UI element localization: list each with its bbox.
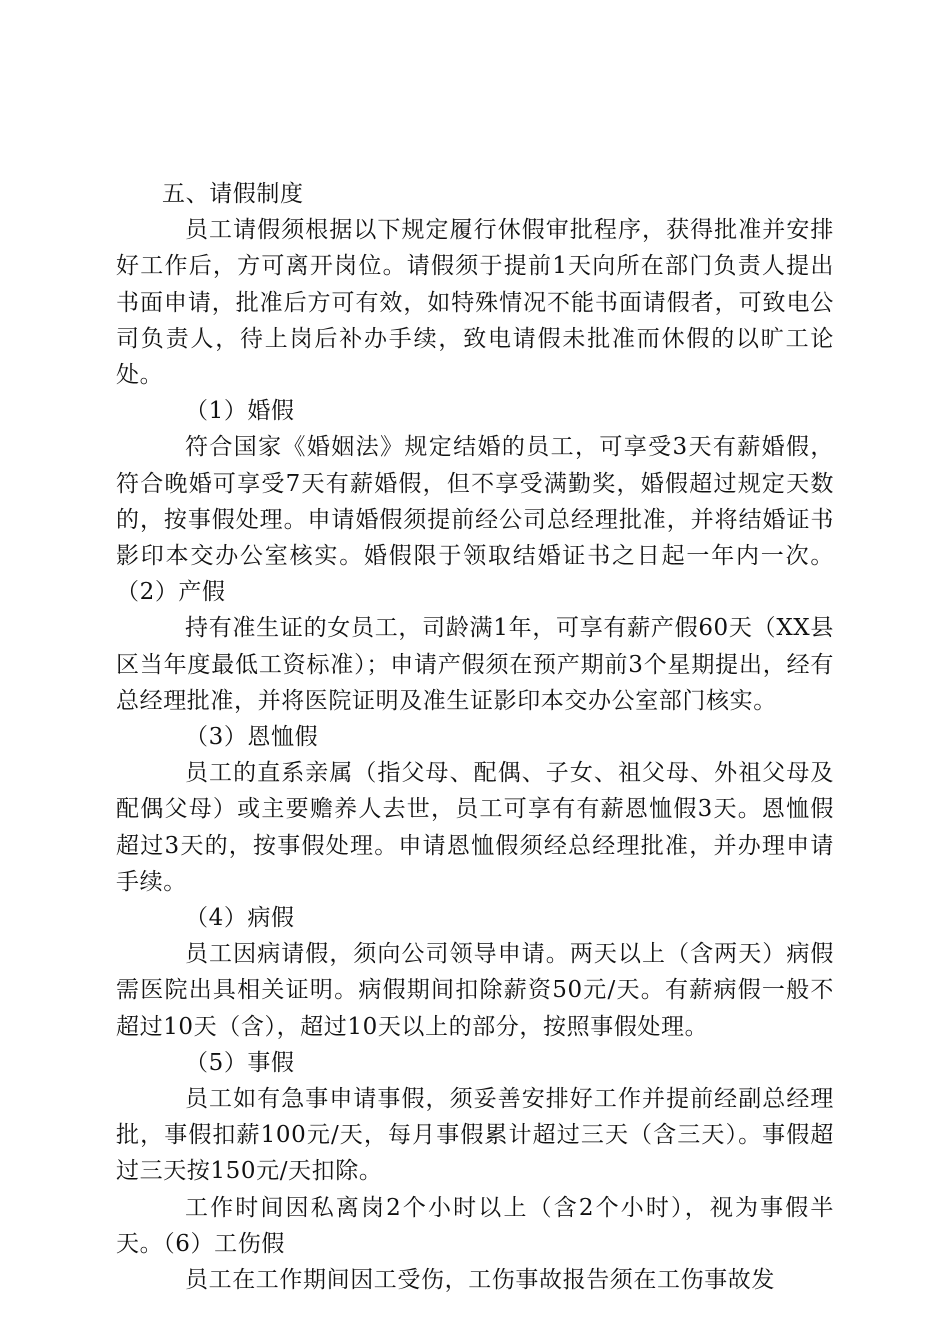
bereavement-leave-heading: （3）恩恤假	[185, 724, 319, 751]
intro-paragraph: 员工请假须根据以下规定履行休假审批程序，获得批准并安排好工作后，方可离开岗位。请假须于提前1天向所在部门负责人提出书面申请，批准后方可有效，如特殊情况不能书面请假者，可致电公司负责人，待上岗后补办手续，致电请假未批准而休假的以旷工论处。	[116, 217, 834, 389]
personal-leave-paragraph-2: 工作时间因私离岗2个小时以上（含2个小时），视为事假半天。（6）工伤假	[116, 1194, 834, 1257]
personal-leave-paragraph: 员工如有急事申请事假，须妥善安排好工作并提前经副总经理批，事假扣薪100元/天，每月事假累计超过三天（含三天）。事假超过三天按150元/天扣除。	[116, 1086, 834, 1185]
document-body	[116, 176, 834, 1298]
marriage-leave-heading: （1）婚假	[185, 398, 295, 425]
bereavement-leave-paragraph: 员工的直系亲属（指父母、配偶、子女、祖父母、外祖父母及配偶父母）或主要赡养人去世，员工可享有有薪恩恤假3天。恩恤假超过3天的，按事假处理。申请恩恤假须经总经理批准，并办理申请手续。	[116, 760, 834, 895]
sick-leave-heading: （4）病假	[185, 905, 295, 932]
sick-leave-paragraph: 员工因病请假，须向公司领导申请。两天以上（含两天）病假需医院出具相关证明。病假期间扣除薪资50元/天。有薪病假一般不超过10天（含），超过10天以上的部分，按照事假处理。	[116, 941, 834, 1040]
maternity-leave-paragraph: 持有准生证的女员工，司龄满1年，可享有薪产假60天（XX县区当年度最低工资标准）；申请产假须在预产期前3个星期提出，经有总经理批准，并将医院证明及准生证影印本交办公室部门核实。	[116, 615, 834, 714]
personal-leave-heading: （5）事假	[185, 1049, 295, 1076]
marriage-leave-paragraph: 符合国家《婚姻法》规定结婚的员工，可享受3天有薪婚假，符合晚婚可享受7天有薪婚假，但不享受满勤奖，婚假超过规定天数的，按事假处理。申请婚假须提前经公司总经理批准，并将结婚证书影印本交办公室核实。婚假限于领取结婚证书之日起一年内一次。（2）产假	[116, 434, 834, 606]
section-title: 五、请假制度	[162, 181, 304, 207]
injury-leave-paragraph: 员工在工作期间因工受伤，工伤事故报告须在工伤事故发	[185, 1267, 775, 1294]
